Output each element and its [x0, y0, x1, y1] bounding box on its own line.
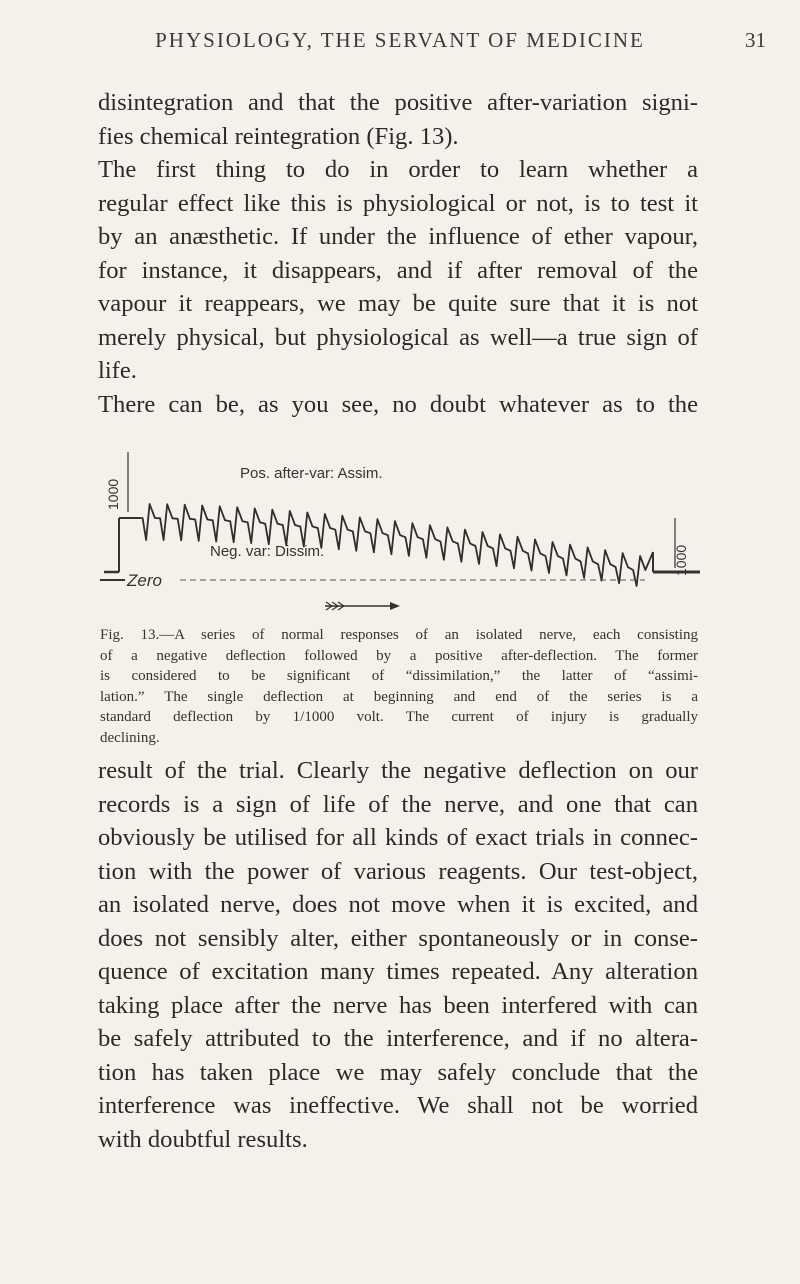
negative-variation-label: Neg. var: Dissim.: [210, 543, 325, 560]
caption-line: lation.” The single deflection at beginning and end of the series is a: [100, 688, 698, 705]
text-line: merely physical, but physiological as well—a true sign of: [98, 323, 698, 351]
caption-line: declining.: [100, 729, 160, 746]
text-line: be safely attributed to the interference, and if no altera-: [98, 1025, 698, 1052]
page-number: 31: [745, 28, 766, 52]
text-line: disintegration and that the positive after-variation signi-: [98, 89, 698, 116]
caption-line: standard deflection by 1/1000 volt. The current of injury is gradually: [100, 709, 698, 725]
text-line: There can be, as you see, no doubt whatever as to the: [98, 390, 698, 418]
caption-line: of a negative deflection followed by a positive after-deflection. The former: [100, 647, 698, 664]
figure-13: [100, 452, 700, 622]
running-head-title: PHYSIOLOGY, THE SERVANT OF MEDICINE: [155, 28, 645, 52]
paragraph-bottom: [98, 754, 698, 1156]
text-line: quence of excitation many times repeated. Any alteration: [98, 958, 698, 985]
text-line: obviously be utilised for all kinds of exact trials in connec-: [98, 824, 698, 851]
text-line: an isolated nerve, does not move when it is excited, and: [98, 891, 698, 918]
text-line: vapour it reappears, we may be quite sure that it is not: [98, 290, 698, 317]
text-line: regular effect like this is physiological or not, is to test it: [98, 189, 698, 217]
text-line: records is a sign of life of the nerve, and one that can: [98, 790, 698, 818]
text-line: The first thing to do in order to learn whether a: [98, 156, 698, 183]
text-line: tion has taken place we may safely conclude that the: [98, 1058, 698, 1086]
text-line: tion with the power of various reagents. Our test-object,: [98, 857, 698, 885]
text-line: life.: [98, 357, 137, 384]
positive-after-variation-label: Pos. after-var: Assim.: [240, 465, 383, 482]
text-line: taking place after the nerve has been interfered with can: [98, 991, 698, 1019]
text-line: by an anæsthetic. If under the influence of ether vapour,: [98, 223, 698, 250]
text-line: interference was ineffective. We shall not be worried: [98, 1092, 698, 1119]
caption-line: is considered to be significant of “dissimilation,” the latter of “assimi-: [100, 668, 698, 684]
text-line: fies chemical reintegration (Fig. 13).: [98, 122, 459, 150]
text-line: with doubtful results.: [98, 1125, 308, 1153]
arrow-head-icon: [390, 602, 400, 610]
zero-label: Zero: [127, 571, 162, 590]
figure-caption: [100, 625, 698, 748]
running-head: [0, 28, 800, 53]
right-scale-label: 1000: [673, 544, 689, 576]
paragraph-top: [98, 86, 698, 421]
nerve-response-trace: [100, 452, 700, 622]
text-line: for instance, it disappears, and if after removal of the: [98, 256, 698, 284]
text-line: result of the trial. Clearly the negative deflection on our: [98, 757, 698, 784]
text-line: does not sensibly alter, either spontaneously or in conse-: [98, 924, 698, 952]
caption-line: Fig. 13.—A series of normal responses of an isolated nerve, each consisting: [100, 627, 698, 643]
left-scale-label: 1000: [105, 478, 121, 510]
